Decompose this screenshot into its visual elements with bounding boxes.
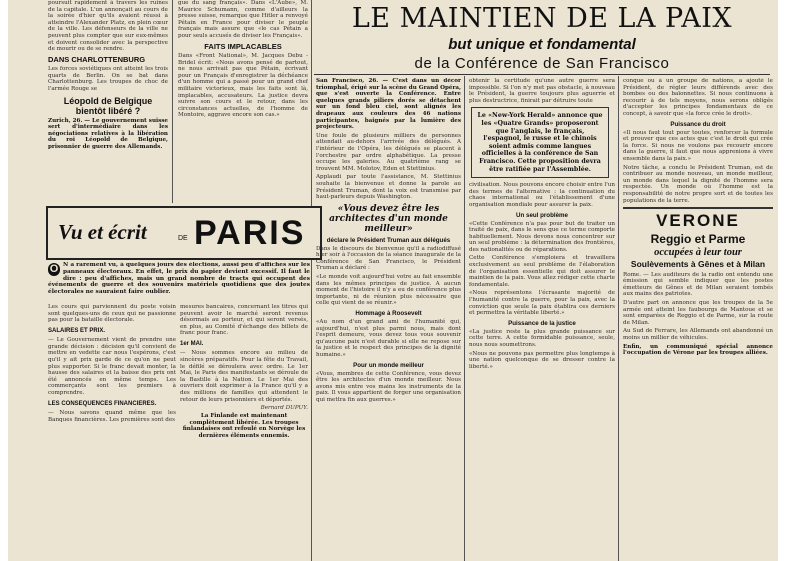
article-text: D'autre part on annonce que les troupes de la 5e armée ont atteint les faubourgs de Mantoue et se sont emparées de Reggio et de Parme, sur la route de Milan. (623, 299, 773, 326)
article-text: Enfin, un communiqué spécial annonce l'occupation de Vérone par les troupes alliées. (623, 343, 773, 357)
column-1 (48, 0, 168, 203)
article-text: gue du sang français». Dans «L'Aube», M. Maurice Schumann, comme d'ailleurs la presse suisse, remarque que Hitler a renvoyé Pétain en France pour diviser le peuple français mais assure que «le cas Pétain a pour seuls accusés de diviser les Français». (178, 0, 308, 39)
article-text: Les cours qui parviennent du poste voisin sont quelques-uns de ceux qui ne passionne pas pour la bataille électorale. (48, 304, 176, 324)
article-text: — Le Gouvernement vient de prendre une grande décision : décision qu'il convient de mettre en vedette car nous l'espérons, c'est qu'il y ait prix garde de ce qu'on ne peut plus supporter. Si le franc devait monter, la hausse des salaires et la baisse des prix ont été annoncés en même temps. Les commerçants sont les premiers à comprendre. (48, 337, 176, 397)
article-text: La Finlande est maintenant complètement libérée. Les troupes finlandaises ont refoulé en Norvège les dernières éléments ennemis. (182, 413, 306, 439)
article-heading: FAITS IMPLACABLES (204, 41, 282, 51)
article-text: «Nous représentons l'écrasante majorité de l'humanité contre la guerre, pour la paix, avec la conviction que seule la paix établira ces derniers et permettra la véritable liberté.» (469, 290, 615, 317)
occupees-heading: occupées à leur tour (654, 246, 742, 258)
verone-rule (623, 207, 773, 209)
article-text: Rome. — Les auditeurs de la radio ont entendu une émission qui semble indiquer que les postes émetteurs de Gênes et de Milan seraient tombés aux mains des patriotes. (623, 271, 773, 298)
banner-left-text: Vu et écrit (58, 220, 147, 244)
drop-cap: O (49, 263, 59, 275)
soulevements-heading: Soulèvements à Gênes et à Milan (630, 258, 766, 269)
article-text: Zurich, 26. — Le gouvernement suisse sert d'intermédiaire dans les négociations relatives à la libération du roi Léopold de Belgique, prisonnier de guerre des Allemands. (48, 117, 168, 150)
banner-paris-text: PARIS (194, 214, 306, 252)
article-text: civilisation. Nous pouvons encore choisir entre l'un des termes de l'alternative : la continuation du chaos international ou l'établissement d'une organisation mondiale pour assurer la paix. (469, 182, 615, 208)
article-text: — Nous sommes encore au milieu de sincères préparatifs. Pour la fête du Travail, le défilé se déroulera avec ordre. Le 1er Mai, le Paris des manifestants se déroule de la Bastille à la Nation. Le 1er Mai des ouvriers doit exprimer à la France qu'il y a des millions de familles qui attendent le retour de leurs prisonniers et déportés. (180, 350, 308, 403)
article-text: «Le monde voit aujourd'hui votre au fait ensemble dans les mêmes principes de justice. A aucun moment de l'histoire il n'y a eu de conférence plus importante, ni de réunion plus nécessaire que celle qui vient de se réunir.» (316, 274, 461, 307)
new-york-herald-box (471, 107, 609, 178)
article-text: «Il nous faut tout pour toutes, renforcer la formule et prouver que ces actes que c'est le droit qui crée la force. Si nous ne voulons pas recourir encore dans la guerre, il faut que nous apprenions à vivre ensemble dans la paix.» (623, 129, 773, 162)
article-subheading: Un seul problème (516, 211, 568, 219)
article-text: «Vous, membres de cette Conférence, vous devez être les architectes d'un monde meilleur. Nous avons mis entre vos mains les instruments de la paix. Il vous appartient de forger une organisation qui mettra fin aux guerres.» (316, 370, 461, 403)
column-rule (464, 76, 465, 561)
headline-rule (314, 74, 770, 75)
column-6 (623, 78, 773, 560)
article-heading: 1er MAI. (180, 340, 204, 347)
article-text: obtenir la certitude qu'une autre guerre sera impossible. Si l'on n'y met pas obstacle, à nouveau le Président, la guerre toujours plus aguerrie et plus destructrice, finirait par détruire toute (469, 78, 615, 104)
article-text: «Au nom d'un grand ami de l'humanité qui, aujourd'hui, n'est plus parmi nous, mais dont l'esprit demeure, vous devez tous vous souvenir qu'aucune paix n'est durable si elle ne repose sur la justice et le respect des principes de la dignité humaine.» (316, 319, 461, 358)
article-text: Applaudi par toute l'assistance, M. Stettinius souhaite la bienvenue et donne la parole au Président Truman, dont la voix est transmise par haut-parleurs depuis Washington. (316, 174, 461, 201)
article-text: mesures bancaires, concernant les titres qui peuvent avoir le marché seront revenus désormais au porteur, et qui seront versés, en plus, au Comité d'échange des billets de franc pour franc. (180, 304, 308, 337)
boxed-text: Le «New-York Herald» annonce que les «Quatre Grands» proposeront que l'anglais, le français, l'espagnol, le russe et le chinois soient admis comme langues officielles à la conférence de San Francisco. Cette proposition devra être ratifiée par l'Assemblée. (477, 112, 603, 173)
headline-subtitle-1: but unique et fondamental (448, 36, 636, 53)
article-heading: SALAIRES ET PRIX. (48, 327, 106, 334)
article-text: Cette Conférence s'emploiera et travaillera exclusivement au seul problème de l'élaboration de l'organisation essentielle qui doit assurer le maintien de la paix. Vous allez rédiger cette charte fondamentale. (469, 255, 615, 288)
article-heading: «Vous devez être les architectes d'un monde meilleur» (329, 203, 448, 234)
article-text: «Cette Conférence n'a pas pour but de traiter un traité de paix, dans le sens que ce terme comporte habituellement. Nous devons nous concentrer sur un seul problème : la détermination des frontières, des nationalités ou de réparations. (469, 220, 615, 253)
article-text: N a rarement vu, à quelques jours des élections, aussi peu d'affiches sur les panneaux électoraux. En effet, le prix du papier devient excessif. Il faut le dire : peu d'affiches, mais un grand nombre de tracts qui occupent des événements de guerre et des souvenirs matériels quotidiens que des joutes électorales ne sauraient faire oublier. (48, 262, 310, 296)
paris-column-a (48, 304, 176, 559)
article-subheading: Pour un monde meilleur (353, 361, 424, 369)
paris-column-b (180, 304, 308, 559)
article-heading: LES CONSEQUENCES FINANCIERES. (48, 400, 157, 407)
headline-subtitle-2: de la Conférence de San Francisco (414, 55, 670, 72)
newspaper-page (8, 0, 778, 561)
paris-lead (48, 262, 310, 302)
article-subheading: Puissance du droit (670, 120, 726, 128)
article-text: Une foule de plusieurs milliers de personnes attendait au-dehors l'arrivée des délégués. A l'intérieur de l'Opéra, les délégués se placent à l'orchestre par ordre alphabétique. La presse occupe les galeries. Au quatrième rang se trouvent MM. Molotov, Eden et Stettinius. (316, 132, 461, 172)
article-subheading: Hommage à Roosevelt (355, 310, 422, 318)
verone-heading: VERONE (656, 210, 740, 230)
article-text: Dans «Front National», M. Jacques Debu - Bridel écrit: «Nous avons pensé de partout, ne nous arrivait pas que Pétain, écrivant pour un Français d'enregistrer la déchéance d'un homme qui a passé pour un grand chef militaire victorieux, mais les faits sont là, implacables, accusateurs. La justice devra suivre son cours et le retour, dans les circonstances actuelles, de l'homme de Montoire, aggrave encore son cas.» (178, 53, 308, 119)
banner-de-text: DE (178, 235, 188, 242)
article-text: Notre tâche, a conclu le Président Truman, est de contribuer au monde nouveau, un monde meilleur, un monde dans lequel la dignité de l'homme sera respectée. Un monde où l'homme est la responsabilité de notre propre sort et de toutes les populations de la terre. (623, 164, 773, 204)
column-2 (178, 0, 308, 203)
column-rule (618, 76, 619, 561)
column-rule (311, 0, 312, 561)
article-text: — Nous savons quand même que les Banques financières. Les premières sont des (48, 410, 176, 423)
main-headline: LE MAINTIEN DE LA PAIX (351, 3, 733, 34)
article-text: «Nous ne pouvons pas permettre plus longtemps à une nation quelconque de se dresser contre la liberté.» (469, 350, 615, 370)
author-signature: Bernard DUPUY. (260, 405, 308, 412)
article-heading: DANS CHARLOTTENBURG (48, 54, 146, 64)
column-rule (172, 0, 173, 203)
article-subheading: Puissance de la justice (508, 319, 576, 327)
article-text: poursuit rapidement à travers les ruines de la capitale. L'un annonçait au cours de la soirée d'hier qu'ils avaient réussi à atteindre l'Alexander Platz, en plein cœur de la ville. Les défenseurs de la ville ne peuvent plus compter que sur eux-mêmes et doivent consolider avec la perspective de mourir ou de se rendre. (48, 0, 168, 53)
article-text: conque ou à un groupe de nations, a ajouté le Président, de régler leurs différends avec des bombes ou des baïonnettes. Si nous continuons à recourir à de tels moyens, nous serons obligés d'accepter les principes fondamentaux de ce concept, à savoir que «la force crée le droit». (623, 78, 773, 117)
article-text: «La justice reste la plus grande puissance sur cette terre. A cette formidable puissance, seule, nous nous soumettrons. (469, 328, 615, 348)
column-4 (316, 78, 461, 560)
reggio-parme-heading: Reggio et Parme (650, 231, 746, 246)
column-5 (469, 78, 615, 560)
article-text: Au Sud de Ferrare, les Allemands ont abandonné un moins un millier de véhicules. (623, 328, 773, 341)
article-text: Dans le discours de bienvenue qu'il a radiodiffusé hier soir à l'occasion de la séance inaugurale de la Conférence de San Francisco, le Président Truman a déclaré : (316, 245, 461, 272)
article-subheading: déclare le Président Truman aux délégués (326, 236, 451, 244)
vu-et-ecrit-banner (46, 206, 322, 260)
article-heading: Léopold de Belgique bientôt libéré ? (63, 95, 153, 116)
article-text: San Francisco, 26. — C'est dans un décor triomphal, érigé sur la scène du Grand Opéra, que s'est ouverte la Conférence. Entre quelques grands piliers dorés se détachent sur un fond bleu ciel, sont alignés les drapeaux aux couleurs des 46 nations participantes, baignés par la lumière des projecteurs. (316, 78, 461, 131)
article-text: Les forces soviétiques ont atteint les trois quarts de Berlin. On se bat dans Charlottenburg. Les troupes de choc de l'armée Rouge se (48, 66, 168, 93)
